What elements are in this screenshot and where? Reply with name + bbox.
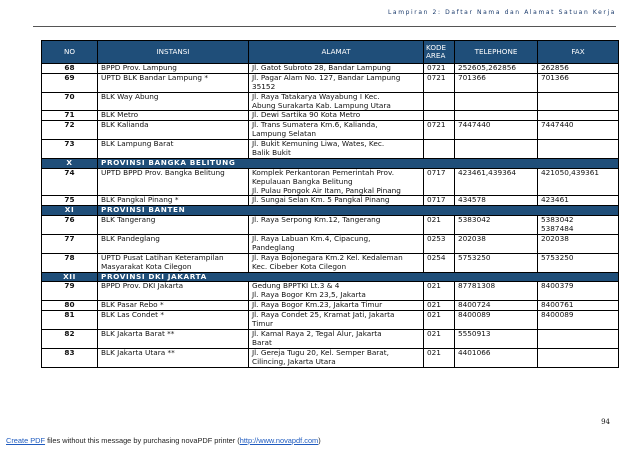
cell-no: 81: [42, 311, 98, 330]
table-row: [42, 235, 619, 254]
cell-line: Gedung BPPTKI Lt.3 & 4: [252, 281, 340, 291]
cell-line: Pandeglang: [252, 242, 295, 252]
cell-no: 78: [42, 253, 98, 272]
cell-line: Jl. Raya Bogor Km.23, Jakarta Timur: [252, 300, 383, 310]
cell-line: 8400089: [541, 310, 574, 320]
table-header-row: [42, 41, 619, 64]
novapdf-url-link[interactable]: http://www.novapdf.com: [239, 436, 319, 445]
cell-line: Abung Surakarta Kab. Lampung Utara: [252, 100, 391, 110]
col-header-alamat: ALAMAT: [249, 41, 424, 64]
cell-no: 76: [42, 216, 98, 235]
cell-no: 79: [42, 282, 98, 301]
col-header-fax: FAX: [538, 41, 619, 64]
cell-line: Jl. Kamal Raya 2, Tegal Alur, Jakarta: [252, 329, 382, 338]
cell-line: 701366: [458, 73, 486, 82]
cell-fax: [538, 92, 619, 111]
cell-telephone: [455, 140, 538, 159]
cell-telephone: [455, 253, 538, 272]
header-divider: [33, 26, 616, 27]
table-body: [42, 64, 619, 368]
cell-alamat: [249, 111, 424, 121]
cell-line: 5383042: [458, 215, 491, 225]
province-number: XII: [42, 272, 98, 282]
cell-line: Jl. Bukit Kemuning Liwa, Wates, Kec.: [252, 139, 385, 149]
province-row: [42, 206, 619, 216]
cell-telephone: [455, 73, 538, 92]
table-row: [42, 216, 619, 235]
cell-alamat: [249, 64, 424, 74]
cell-line: 7447440: [541, 120, 574, 130]
cell-line: Jl. Raya Labuan Km.4, Cipacung,: [252, 234, 371, 244]
cell-line: 252605,262856: [458, 63, 517, 72]
cell-fax: [538, 301, 619, 311]
col-header-no: NO: [42, 41, 98, 64]
cell-fax: [538, 329, 619, 348]
cell-line: Jl. Raya Condet 25, Kramat Jati, Jakarta: [252, 310, 395, 320]
cell-kode-area: 021: [424, 329, 455, 348]
table-row: [42, 282, 619, 301]
cell-kode-area: 0721: [424, 121, 455, 140]
cell-alamat: [249, 282, 424, 301]
footer-end: ): [318, 436, 321, 445]
cell-kode-area: 021: [424, 311, 455, 330]
cell-instansi: BPPD Prov. Lampung: [98, 64, 249, 74]
cell-no: 75: [42, 196, 98, 206]
cell-no: 80: [42, 301, 98, 311]
cell-alamat: [249, 253, 424, 272]
cell-line: Balik Bukit: [252, 148, 291, 158]
footer-text: files without this message by purchasing novaPDF printer (: [45, 436, 240, 445]
table-row: [42, 311, 619, 330]
cell-no: 82: [42, 329, 98, 348]
table-row: [42, 301, 619, 311]
cell-telephone: [455, 329, 538, 348]
cell-alamat: [249, 216, 424, 235]
province-row: [42, 272, 619, 282]
cell-alamat: [249, 92, 424, 111]
table-row: [42, 111, 619, 121]
table-row: [42, 253, 619, 272]
cell-instansi: [98, 253, 249, 272]
table-row: [42, 121, 619, 140]
cell-line: Jl. Raya Tatakarya Wayabung I Kec.: [252, 92, 380, 101]
cell-telephone: [455, 216, 538, 235]
cell-telephone: [455, 348, 538, 367]
cell-fax: [538, 282, 619, 301]
province-row: [42, 158, 619, 168]
cell-fax: [538, 168, 619, 196]
cell-line: 8400761: [541, 300, 574, 310]
cell-no: 73: [42, 140, 98, 159]
cell-telephone: [455, 168, 538, 196]
cell-line: Kec. Cibeber Kota Cilegon: [252, 261, 347, 271]
cell-fax: [538, 140, 619, 159]
cell-instansi: BLK Way Abung: [98, 92, 249, 111]
cell-fax: [538, 235, 619, 254]
cell-no: 72: [42, 121, 98, 140]
cell-telephone: [455, 196, 538, 206]
cell-telephone: [455, 121, 538, 140]
pdf-footer: [6, 436, 321, 445]
cell-telephone: [455, 64, 538, 74]
cell-line: 421050,439361: [541, 168, 600, 177]
cell-fax: [538, 111, 619, 121]
cell-line: 8400724: [458, 300, 491, 310]
table-row: [42, 196, 619, 206]
cell-telephone: [455, 92, 538, 111]
cell-no: 69: [42, 73, 98, 92]
cell-line: 5550913: [458, 329, 491, 338]
cell-kode-area: [424, 92, 455, 111]
cell-telephone: [455, 282, 538, 301]
cell-line: 202038: [458, 234, 486, 244]
cell-telephone: [455, 235, 538, 254]
cell-instansi: UPTD BPPD Prov. Bangka Belitung: [98, 168, 249, 196]
col-header-telephone: TELEPHONE: [455, 41, 538, 64]
cell-line: Jl. Raya Serpong Km.12, Tangerang: [252, 215, 381, 225]
cell-line: 434578: [458, 195, 486, 205]
cell-line: 35152: [252, 81, 276, 91]
cell-fax: [538, 64, 619, 74]
cell-line: 5383042: [541, 215, 574, 225]
cell-line: Lampung Selatan: [252, 129, 317, 139]
cell-line: 7447440: [458, 120, 491, 130]
cell-no: 70: [42, 92, 98, 111]
col-header-instansi: INSTANSI: [98, 41, 249, 64]
cell-instansi: BLK Pasar Rebo *: [98, 301, 249, 311]
cell-no: 71: [42, 111, 98, 121]
cell-fax: [538, 121, 619, 140]
table-row: [42, 329, 619, 348]
cell-kode-area: 0254: [424, 253, 455, 272]
cell-fax: [538, 73, 619, 92]
cell-line: 423461: [541, 195, 569, 205]
cell-kode-area: [424, 111, 455, 121]
cell-kode-area: 021: [424, 282, 455, 301]
province-name: PROVINSI DKI JAKARTA: [98, 272, 619, 282]
cell-kode-area: 0717: [424, 168, 455, 196]
cell-line: UPTD Pusat Latihan Keterampilan: [101, 253, 224, 262]
cell-line: 8400379: [541, 281, 574, 291]
cell-line: 87781308: [458, 281, 496, 291]
table-row: [42, 168, 619, 196]
satuan-kerja-table: [41, 40, 619, 368]
cell-instansi: BLK Tangerang: [98, 216, 249, 235]
cell-alamat: [249, 168, 424, 196]
cell-line: Barat: [252, 337, 272, 347]
cell-line: Jl. Pulau Pongok Air Itam, Pangkal Pinang: [252, 185, 401, 195]
page-number: 94: [601, 418, 610, 426]
cell-fax: [538, 253, 619, 272]
col-header-kode-area: [424, 41, 455, 64]
table-row: [42, 140, 619, 159]
area-label: AREA: [426, 51, 446, 60]
cell-instansi: BLK Lampung Barat: [98, 140, 249, 159]
cell-instansi: BLK Metro: [98, 111, 249, 121]
cell-alamat: [249, 140, 424, 159]
table-row: [42, 348, 619, 367]
cell-line: 5387484: [541, 224, 574, 234]
table-row: [42, 92, 619, 111]
cell-line: Cilincing, Jakarta Utara: [252, 356, 336, 366]
province-number: X: [42, 158, 98, 168]
cell-kode-area: [424, 140, 455, 159]
cell-line: Jl. Raya Bojonegara Km.2 Kel. Kedaleman: [252, 253, 403, 262]
cell-line: 5753250: [458, 253, 491, 262]
cell-line: 202038: [541, 234, 569, 244]
cell-instansi: BLK Pangkal Pinang *: [98, 196, 249, 206]
cell-kode-area: 021: [424, 348, 455, 367]
cell-fax: [538, 348, 619, 367]
province-number: XI: [42, 206, 98, 216]
cell-alamat: [249, 348, 424, 367]
cell-line: Jl. Pagar Alam No. 127, Bandar Lampung: [252, 73, 401, 82]
cell-instansi: BPPD Prov. DKI Jakarta: [98, 282, 249, 301]
cell-line: 4401066: [458, 348, 491, 357]
cell-alamat: [249, 73, 424, 92]
cell-line: Jl. Dewi Sartika 90 Kota Metro: [252, 110, 361, 120]
cell-line: Jl. Raya Bogor Km 23,5, Jakarta: [252, 290, 366, 300]
cell-line: Kepulauan Bangka Belitung: [252, 176, 353, 186]
cell-line: Timur: [252, 319, 273, 329]
cell-alamat: [249, 329, 424, 348]
cell-fax: [538, 216, 619, 235]
cell-kode-area: 0721: [424, 64, 455, 74]
cell-fax: [538, 311, 619, 330]
cell-instansi: BLK Kalianda: [98, 121, 249, 140]
cell-alamat: [249, 121, 424, 140]
table-row: [42, 73, 619, 92]
cell-kode-area: 0253: [424, 235, 455, 254]
cell-alamat: [249, 301, 424, 311]
cell-no: 68: [42, 64, 98, 74]
cell-line: Jl. Sungai Selan Km. 5 Pangkal Pinang: [252, 195, 390, 205]
cell-line: 8400089: [458, 310, 491, 320]
cell-line: Jl. Gatot Subroto 28, Bandar Lampung: [252, 63, 391, 72]
cell-no: 77: [42, 235, 98, 254]
cell-line: 423461,439364: [458, 168, 517, 177]
province-name: PROVINSI BANTEN: [98, 206, 619, 216]
cell-alamat: [249, 235, 424, 254]
cell-line: Komplek Perkantoran Pemerintah Prov.: [252, 168, 395, 177]
table-row: [42, 64, 619, 74]
cell-telephone: [455, 301, 538, 311]
cell-line: Jl. Trans Sumatera Km.6, Kalianda,: [252, 120, 378, 130]
cell-instansi: BLK Pandeglang: [98, 235, 249, 254]
cell-line: Jl. Gereja Tugu 20, Kel. Semper Barat,: [252, 348, 389, 357]
cell-kode-area: 0721: [424, 73, 455, 92]
cell-kode-area: 021: [424, 216, 455, 235]
cell-instansi: BLK Jakarta Barat **: [98, 329, 249, 348]
cell-instansi: UPTD BLK Bandar Lampung *: [98, 73, 249, 92]
cell-line: 5753250: [541, 253, 574, 262]
cell-kode-area: 0717: [424, 196, 455, 206]
cell-fax: [538, 196, 619, 206]
cell-no: 74: [42, 168, 98, 196]
cell-instansi: BLK Las Condet *: [98, 311, 249, 330]
cell-telephone: [455, 311, 538, 330]
cell-alamat: [249, 196, 424, 206]
kode-label: KODE: [426, 43, 447, 53]
create-pdf-link[interactable]: Create PDF: [6, 436, 46, 445]
cell-no: 83: [42, 348, 98, 367]
cell-alamat: [249, 311, 424, 330]
cell-line: 262856: [541, 63, 569, 72]
lampiran-heading: Lampiran 2: Daftar Nama dan Alamat Satuan Kerja: [387, 9, 616, 16]
cell-line: 701366: [541, 73, 569, 82]
cell-instansi: BLK Jakarta Utara **: [98, 348, 249, 367]
province-name: PROVINSI BANGKA BELITUNG: [98, 158, 619, 168]
cell-kode-area: 021: [424, 301, 455, 311]
cell-line: Masyarakat Kota Cilegon: [101, 261, 192, 271]
cell-telephone: [455, 111, 538, 121]
